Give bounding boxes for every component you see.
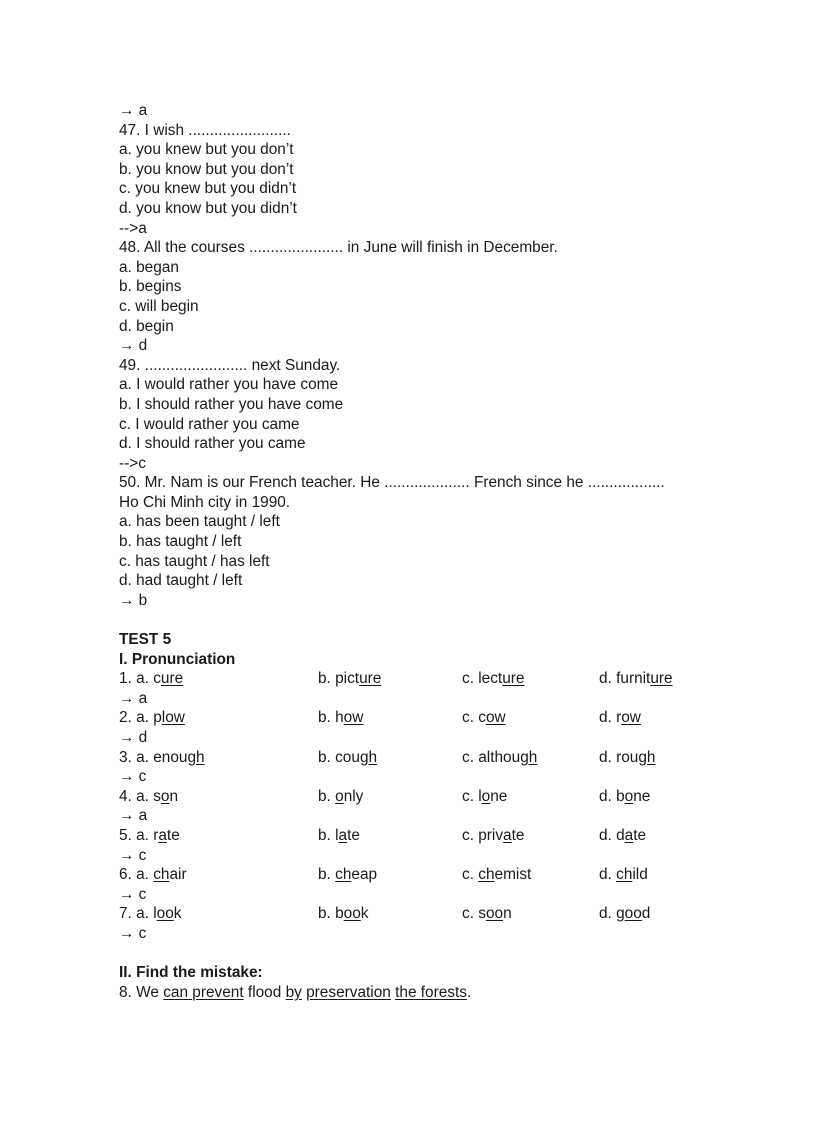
word-part: 2. a. p: [119, 709, 162, 727]
word-part: n: [503, 905, 512, 923]
word-part: 4. a. s: [119, 787, 161, 805]
pronunciation-answer: → d: [119, 729, 148, 746]
pronunciation-option: [119, 865, 187, 885]
option: d. had taught / left: [119, 572, 243, 590]
word-part: te: [633, 826, 647, 844]
answer-q48: → d: [119, 337, 148, 355]
underlined-sound: ow: [621, 709, 641, 727]
word-part: d. g: [599, 905, 625, 923]
pronunciation-answer: → c: [119, 885, 147, 903]
underlined-sound: o: [624, 787, 634, 805]
answer-q50: → b: [119, 591, 148, 609]
underlined-sound: ch: [478, 866, 495, 884]
pronunciation-option: [462, 748, 537, 768]
section-title-pronunciation: I. Pronunciation: [119, 650, 236, 668]
option: d. begin: [119, 317, 174, 335]
pronunciation-option: [119, 826, 180, 846]
pronunciation-item: [119, 708, 739, 728]
pronunciation-option: [599, 865, 648, 885]
pronunciation-item: [119, 865, 739, 885]
option: a. began: [119, 258, 179, 276]
underlined-sound: oo: [156, 905, 174, 923]
underlined-sound: ure: [359, 670, 382, 688]
question-48: 48. All the courses ...................... in June will finish in December.: [119, 239, 558, 257]
word-part: c. s: [462, 905, 486, 923]
underlined-sound: a: [624, 826, 634, 844]
underlined-sound: a: [503, 826, 512, 844]
word-part: nly: [343, 787, 364, 805]
document-page: [119, 101, 739, 1002]
question-49: 49. ........................ next Sunday.: [119, 356, 341, 374]
pronunciation-option: [318, 904, 369, 924]
option: a. has been taught / left: [119, 513, 280, 531]
pronunciation-option: [318, 826, 360, 846]
word-part: 5. a. r: [119, 826, 159, 844]
word-part: d.: [599, 866, 617, 884]
answer-q47: -->a: [119, 219, 147, 237]
word-part: c. c: [462, 709, 486, 727]
underlined-sound: ch: [153, 866, 170, 884]
pronunciation-option: [119, 787, 178, 807]
word-part: 7. a. l: [119, 905, 157, 923]
pronunciation-option: [318, 787, 363, 807]
answer-q49: -->c: [119, 454, 146, 472]
word-part: b. b: [318, 905, 344, 923]
pronunciation-item: [119, 669, 739, 689]
word-part: b. cou: [318, 748, 360, 766]
pronunciation-option: [119, 708, 185, 728]
word-part: n: [169, 787, 179, 805]
underlined-sound: ch: [335, 866, 352, 884]
question-text: flood: [243, 983, 286, 1001]
underlined-sound: ure: [502, 670, 525, 688]
word-part: 1. a. c: [119, 670, 161, 688]
pronunciation-item: [119, 748, 739, 768]
spacer: [119, 944, 739, 964]
pronunciation-option: [119, 904, 181, 924]
option: b. I should rather you have come: [119, 395, 344, 413]
underlined-sound: oo: [624, 905, 642, 923]
word-part: c. althou: [462, 748, 521, 766]
pronunciation-answer: → c: [119, 846, 147, 864]
word-part: 6. a.: [119, 866, 154, 884]
pronunciation-answer: → c: [119, 924, 147, 942]
pronunciation-option: [318, 708, 363, 728]
word-part: d. r: [599, 709, 622, 727]
question-text: .: [466, 983, 472, 1001]
word-part: c.: [462, 866, 479, 884]
underlined-sound: o: [160, 787, 170, 805]
underlined-sound: low: [161, 709, 185, 727]
option: a. I would rather you have come: [119, 376, 339, 394]
word-part: b.: [318, 866, 336, 884]
pronunciation-option: [119, 748, 205, 768]
pronunciation-option: [119, 669, 183, 689]
pronunciation-item: [119, 787, 739, 807]
pronunciation-answer: → c: [119, 768, 147, 786]
pronunciation-answer: → a: [119, 689, 148, 707]
pronunciation-option: [599, 748, 655, 768]
option: c. has taught / has left: [119, 552, 270, 570]
underlined-sound: ch: [616, 866, 633, 884]
test-title: TEST 5: [119, 631, 172, 649]
question-50-line2: Ho Chi Minh city in 1990.: [119, 493, 291, 511]
question-50-line1: 50. Mr. Nam is our French teacher. He .................... French since he ..................: [119, 474, 665, 492]
pronunciation-answer: → a: [119, 807, 148, 825]
word-part: d. d: [599, 826, 625, 844]
pronunciation-option: [599, 787, 650, 807]
word-part: ild: [632, 866, 648, 884]
word-part: ne: [490, 787, 508, 805]
word-part: k: [173, 905, 182, 923]
pronunciation-option: [599, 904, 650, 924]
option: d. I should rather you came: [119, 435, 306, 453]
answer-q46: → a: [119, 102, 148, 119]
pronunciation-option: [318, 865, 377, 885]
word-part: eap: [351, 866, 378, 884]
word-part: c. l: [462, 787, 482, 805]
option: c. I would rather you came: [119, 415, 300, 433]
option: d. you know but you didn’t: [119, 199, 297, 217]
word-part: k: [360, 905, 369, 923]
word-part: 3. a. enou: [119, 748, 188, 766]
underlined-sound: gh: [638, 748, 656, 766]
underlined-sound: oo: [343, 905, 361, 923]
question-number: 8. We: [119, 983, 164, 1001]
option: c. will begin: [119, 297, 199, 315]
option: b. has taught / left: [119, 533, 242, 551]
question-47: 47. I wish ........................: [119, 121, 291, 139]
word-part: b.: [318, 787, 336, 805]
word-part: air: [169, 866, 187, 884]
option: b. begins: [119, 278, 182, 296]
underlined-part-a: can prevent: [163, 983, 244, 1001]
underlined-sound: gh: [520, 748, 538, 766]
pronunciation-list: [119, 669, 739, 943]
underlined-sound: gh: [359, 748, 378, 766]
underlined-sound: o: [335, 787, 344, 805]
underlined-part-c: preservation: [306, 983, 391, 1001]
underlined-sound: oo: [485, 905, 504, 923]
word-part: c. lect: [462, 670, 503, 688]
option: c. you knew but you didn’t: [119, 180, 297, 198]
pronunciation-option: [462, 826, 524, 846]
question-8: [119, 983, 739, 1003]
underlined-sound: a: [158, 826, 167, 844]
pronunciation-item: [119, 826, 739, 846]
word-part: b. pict: [318, 670, 360, 688]
spacer: [119, 610, 739, 630]
pronunciation-item: [119, 904, 739, 924]
option: a. you knew but you don’t: [119, 141, 294, 159]
underlined-sound: gh: [187, 748, 205, 766]
underlined-sound: ure: [650, 670, 673, 688]
underlined-sound: o: [481, 787, 491, 805]
pronunciation-option: [462, 865, 531, 885]
pronunciation-option: [599, 826, 646, 846]
word-part: emist: [494, 866, 532, 884]
pronunciation-option: [462, 904, 512, 924]
word-part: ne: [633, 787, 651, 805]
word-part: b. h: [318, 709, 344, 727]
underlined-part-b: by: [285, 983, 302, 1001]
word-part: d. b: [599, 787, 625, 805]
pronunciation-option: [599, 669, 673, 689]
word-part: d. rou: [599, 748, 639, 766]
underlined-sound: ow: [343, 709, 364, 727]
option: b. you know but you don’t: [119, 160, 294, 178]
underlined-sound: ow: [485, 709, 506, 727]
word-part: c. priv: [462, 826, 504, 844]
word-part: d: [641, 905, 651, 923]
pronunciation-option: [462, 787, 507, 807]
pronunciation-option: [599, 708, 641, 728]
underlined-sound: a: [338, 826, 348, 844]
underlined-part-d: the forests: [395, 983, 467, 1001]
word-part: b. l: [318, 826, 339, 844]
pronunciation-option: [318, 669, 381, 689]
pronunciation-option: [318, 748, 377, 768]
word-part: te: [511, 826, 525, 844]
section-title-find-mistake: II. Find the mistake:: [119, 964, 263, 982]
pronunciation-option: [462, 669, 524, 689]
pronunciation-option: [462, 708, 506, 728]
word-part: te: [166, 826, 180, 844]
word-part: d. furnit: [599, 670, 651, 688]
word-part: te: [347, 826, 360, 844]
underlined-sound: ure: [160, 670, 184, 688]
